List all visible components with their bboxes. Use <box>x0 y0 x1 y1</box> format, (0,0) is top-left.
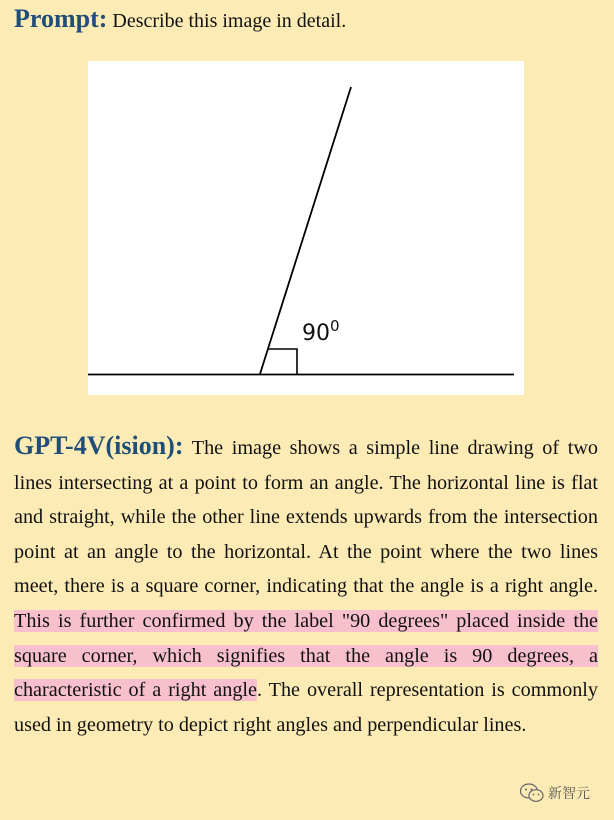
response-label: GPT-4V(ision): <box>14 431 184 460</box>
response-paragraph <box>14 429 598 742</box>
response-text: The image shows a simple line drawing of two lines intersecting at a point to form an angle. The horizontal line is flat and straight, while the other line extends upwards from the intersection point at an angle to the horizontal. At the point where the two lines meet, there is a square corner, indicating that the angle is a right angle. <box>14 437 598 598</box>
watermark-text: 新智元 <box>548 786 590 802</box>
angle-figure <box>88 61 524 395</box>
right-angle-marker <box>268 349 297 374</box>
wechat-icon <box>520 783 544 803</box>
angle-label: $90^0$ <box>302 317 340 346</box>
prompt-label: Prompt: <box>14 4 108 33</box>
angle-diagram <box>88 61 524 395</box>
prompt-line <box>14 4 346 36</box>
response-text-end: . The overall representation is commonly used in geometry to depict right angles and perpendicular lines. <box>14 679 598 736</box>
watermark <box>520 781 590 805</box>
prompt-text: Describe this image in detail. <box>112 10 347 32</box>
highlighted-text: This is further confirmed by the label "90 degrees" placed inside the square corner, which signifies that the angle is 90 degrees, a characteristic of a right angle <box>14 609 598 702</box>
